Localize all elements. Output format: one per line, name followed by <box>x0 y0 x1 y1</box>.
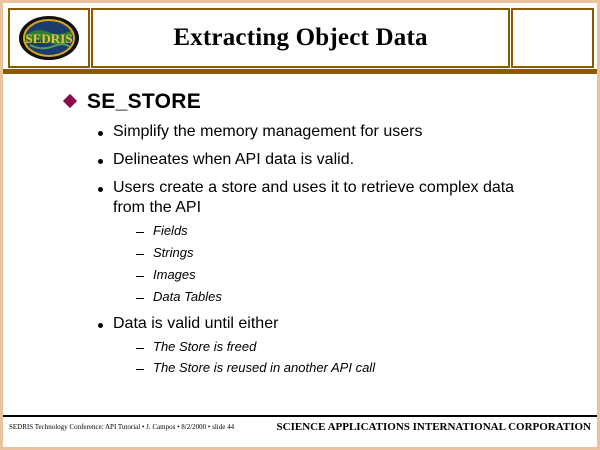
list-item-label: Delineates when API data is valid. <box>113 151 355 168</box>
slide-header <box>3 3 597 69</box>
dash-bullet-icon <box>136 232 144 233</box>
dot-bullet-icon <box>98 131 103 136</box>
dot-bullet-icon <box>98 323 103 328</box>
header-right-placeholder <box>511 8 594 68</box>
dot-bullet-icon <box>98 187 103 192</box>
sub-list-item-label: The Store is reused in another API call <box>153 360 376 376</box>
list-item-label: Users create a store and uses it to retrieve complex data from the API <box>113 179 515 216</box>
slide-body <box>3 78 597 408</box>
sub-list-item <box>136 223 597 240</box>
bullet-level1-label: SE_STORE <box>87 90 202 113</box>
dash-bullet-icon <box>136 254 144 255</box>
list-item <box>98 314 538 334</box>
svg-text:SEDRIS: SEDRIS <box>25 31 73 46</box>
dash-bullet-icon <box>136 298 144 299</box>
page-title: Extracting Object Data <box>173 24 428 51</box>
list-item <box>98 178 538 218</box>
sub-list-item <box>136 267 597 284</box>
sub-list-item-label: The Store is freed <box>153 338 257 354</box>
list-item-label: Data is valid until either <box>113 314 279 332</box>
diamond-bullet-icon <box>63 94 77 108</box>
sub-list-item-label: Data Tables <box>153 288 222 304</box>
footer-left-text: SEDRIS Technology Conference: API Tutorial • J. Campos • 8/2/2000 • slide 44 <box>9 423 235 431</box>
sub-list-item <box>136 289 597 306</box>
sub-list-item-label: Strings <box>153 244 194 260</box>
slide-footer <box>3 417 597 447</box>
sub-list-item <box>136 360 597 377</box>
list-item-label: Simplify the memory management for users <box>113 123 423 140</box>
bullet-level1 <box>65 90 597 114</box>
dash-bullet-icon <box>136 348 144 349</box>
logo-box <box>8 8 90 68</box>
header-divider <box>3 69 597 74</box>
dash-bullet-icon <box>136 276 144 277</box>
sub-list-item-label: Fields <box>153 223 188 238</box>
sub-list-item <box>136 245 597 262</box>
sedris-globe-logo-icon <box>18 15 80 61</box>
footer-right-text: SCIENCE APPLICATIONS INTERNATIONAL CORPORATION <box>276 421 591 433</box>
dot-bullet-icon <box>98 159 103 164</box>
dash-bullet-icon <box>136 369 144 370</box>
sub-list-item <box>136 339 597 356</box>
sub-list-item-label: Images <box>153 266 196 282</box>
list-item <box>98 150 538 170</box>
list-item <box>98 122 538 142</box>
slide-title-box <box>91 8 510 68</box>
